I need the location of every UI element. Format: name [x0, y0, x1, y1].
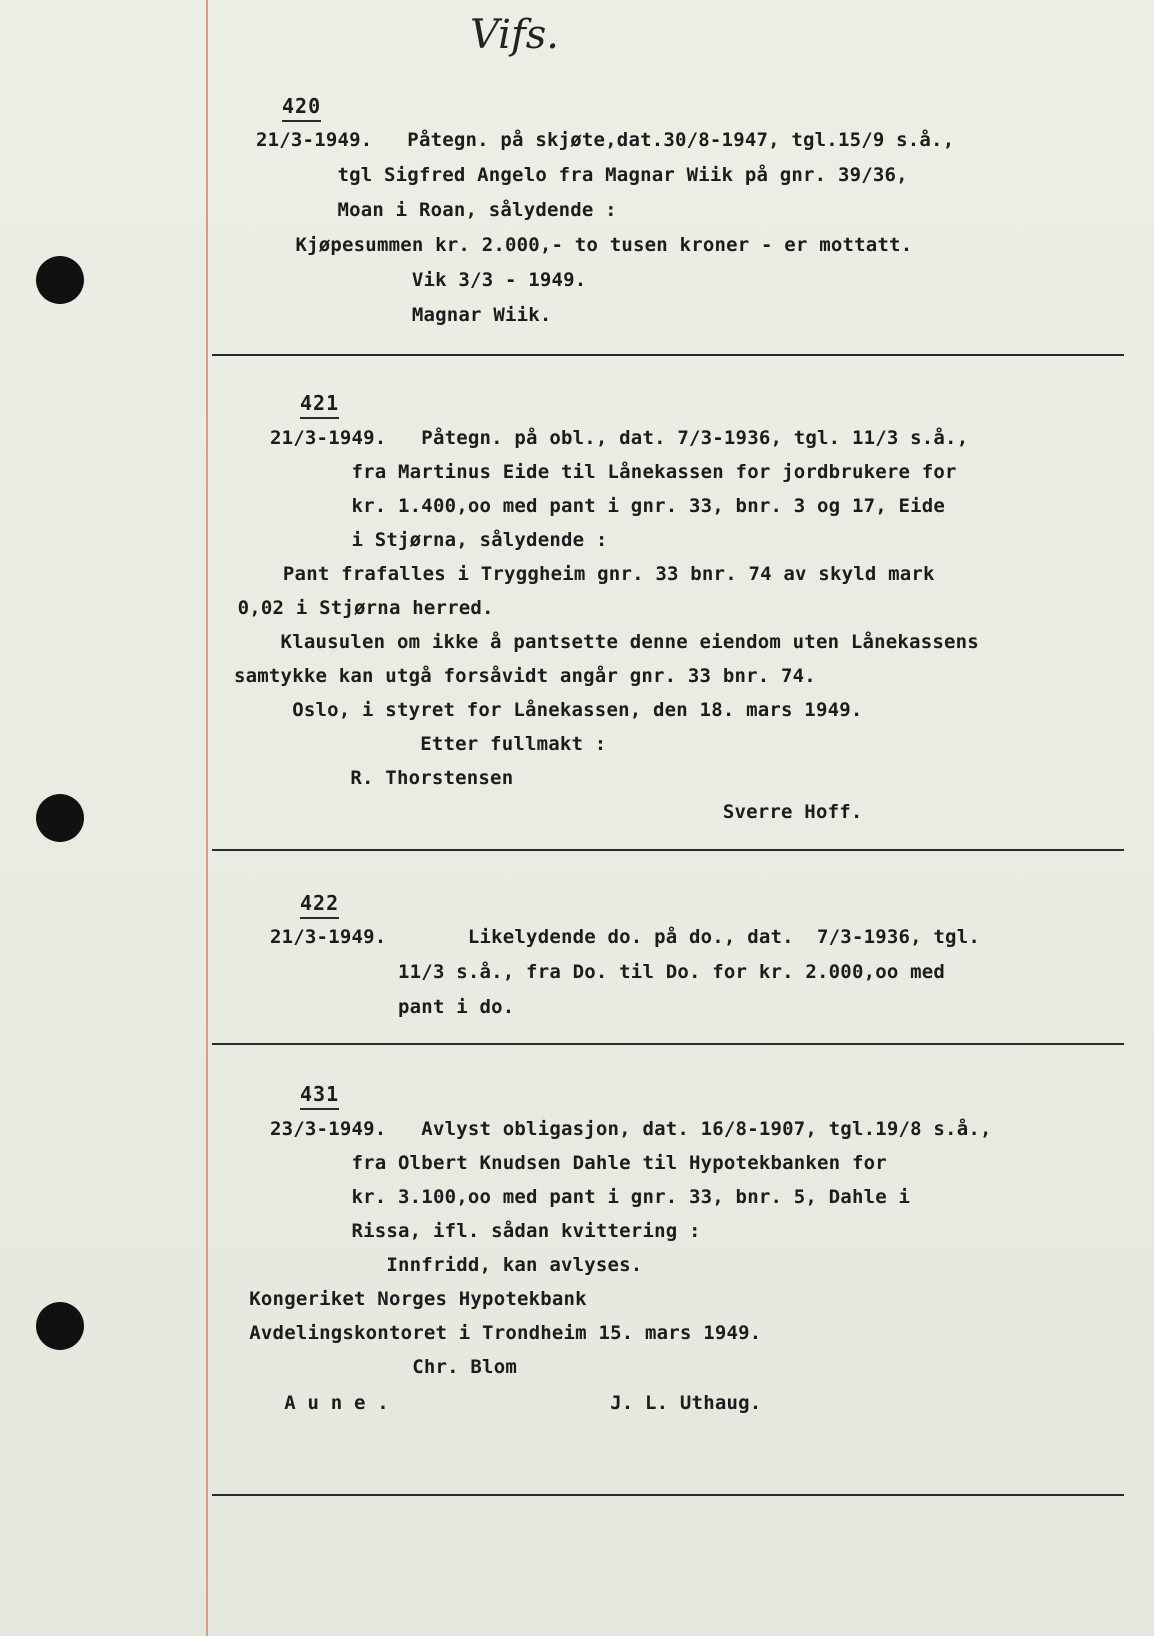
- entry-line: A u n e . J. L. Uthaug.: [226, 1392, 762, 1414]
- entry-line: 21/3-1949. Påtegn. på skjøte,dat.30/8-1947, tgl.15/9 s.å.,: [256, 129, 955, 151]
- entry-line: 11/3 s.å., fra Do. til Do. for kr. 2.000,oo med: [270, 961, 946, 983]
- entry-line: Kongeriket Norges Hypotekbank: [226, 1288, 587, 1310]
- entry-separator: [212, 354, 1124, 356]
- margin-line: [206, 0, 208, 1636]
- entry-number: 422: [300, 891, 339, 919]
- entry-line: samtykke kan utgå forsåvidt angår gnr. 33 bnr. 74.: [234, 665, 816, 687]
- entry-line: i Stjørna, sålydende :: [270, 529, 608, 551]
- entry-line: 21/3-1949. Likelydende do. på do., dat. 7/3-1936, tgl.: [270, 926, 980, 948]
- entry-line: tgl Sigfred Angelo fra Magnar Wiik på gnr. 39/36,: [256, 164, 908, 186]
- entry-number: 421: [300, 391, 339, 419]
- entry-line: Chr. Blom: [226, 1356, 517, 1378]
- header-signature: Vifs.: [470, 12, 560, 58]
- entry-line: Innfridd, kan avlyses.: [270, 1254, 643, 1276]
- entry-line: Oslo, i styret for Lånekassen, den 18. mars 1949.: [234, 699, 863, 721]
- entry-line: fra Martinus Eide til Lånekassen for jordbrukere for: [270, 461, 957, 483]
- entry-line: kr. 1.400,oo med pant i gnr. 33, bnr. 3 og 17, Eide: [270, 495, 946, 517]
- entry-line: Avdelingskontoret i Trondheim 15. mars 1949.: [226, 1322, 762, 1344]
- punch-hole: [36, 794, 84, 842]
- entry-line: fra Olbert Knudsen Dahle til Hypotekbanken for: [270, 1152, 887, 1174]
- entry-line: R. Thorstensen: [234, 767, 514, 789]
- entry-line: Sverre Hoff.: [234, 801, 863, 823]
- entry-separator: [212, 1494, 1124, 1496]
- entry-line: Kjøpesummen kr. 2.000,- to tusen kroner - er mottatt.: [214, 234, 913, 256]
- entry-line: kr. 3.100,oo med pant i gnr. 33, bnr. 5, Dahle i: [270, 1186, 911, 1208]
- entry-number: 420: [282, 94, 321, 122]
- entry-separator: [212, 849, 1124, 851]
- entry-line: 21/3-1949. Påtegn. på obl., dat. 7/3-1936, tgl. 11/3 s.å.,: [270, 427, 969, 449]
- punch-hole: [36, 256, 84, 304]
- entry-line: Pant frafalles i Tryggheim gnr. 33 bnr. 74 av skyld mark: [248, 563, 935, 585]
- punch-hole: [36, 1302, 84, 1350]
- entry-line: Etter fullmakt :: [234, 733, 607, 755]
- entry-separator: [212, 1043, 1124, 1045]
- entry-line: Magnar Wiik.: [214, 304, 552, 326]
- entry-line: Vik 3/3 - 1949.: [214, 269, 587, 291]
- entry-line: 0,02 i Stjørna herred.: [226, 597, 494, 619]
- entry-line: Moan i Roan, sålydende :: [256, 199, 617, 221]
- entry-line: pant i do.: [270, 996, 515, 1018]
- entry-line: Rissa, ifl. sådan kvittering :: [270, 1220, 701, 1242]
- entry-number: 431: [300, 1082, 339, 1110]
- entry-line: 23/3-1949. Avlyst obligasjon, dat. 16/8-1907, tgl.19/8 s.å.,: [270, 1118, 992, 1140]
- entry-line: Klausulen om ikke å pantsette denne eiendom uten Lånekassens: [234, 631, 979, 653]
